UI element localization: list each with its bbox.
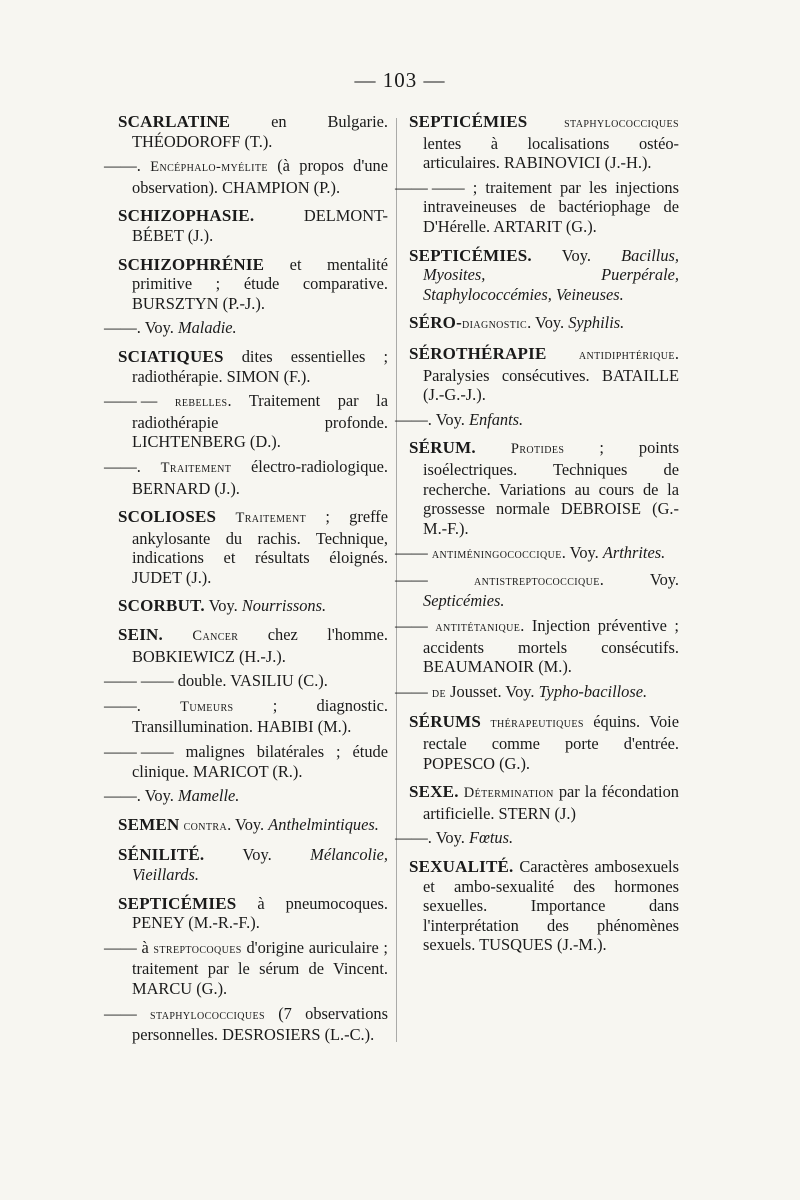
cross-reference: Enfants. xyxy=(468,409,524,429)
entry-heading: SCIATIQUES xyxy=(118,346,224,366)
entry-text: en Bulgarie. THÉODOROFF (T.). xyxy=(132,112,388,151)
entry-text: Voy. xyxy=(204,845,311,865)
entry-text: équins. Voie rectale comme porte d'entrée. POPESCO (G.). xyxy=(423,712,679,773)
entry-heading: SÉROTHÉRAPIE xyxy=(409,343,547,363)
ditto-dash: ——. xyxy=(395,828,432,848)
entry-text xyxy=(476,438,511,457)
entry-text xyxy=(547,344,579,363)
entry-heading: SÉNILITÉ. xyxy=(118,845,205,865)
index-entry xyxy=(118,507,388,587)
entry-text: Voy. xyxy=(531,245,622,265)
entry-text: . Voy. xyxy=(227,814,269,834)
index-entry xyxy=(409,112,679,173)
ditto-dash: ——. xyxy=(104,318,141,338)
index-entry xyxy=(409,782,679,823)
small-caps-subheading: thérapeutiques xyxy=(490,715,584,732)
index-entry xyxy=(104,671,388,691)
entry-text: ; points isoélectriques. Techniques de recherche. Variations au cours de la grossesse normale DEBROISE (G.-M.-F.). xyxy=(423,438,679,538)
index-entry xyxy=(104,156,388,197)
left-column xyxy=(104,112,388,1054)
entry-text: Voy. xyxy=(431,409,469,429)
entry-heading: SÉRUM. xyxy=(409,438,476,458)
ditto-dash: —— —— xyxy=(395,177,465,197)
entry-text xyxy=(141,457,161,476)
index-entry xyxy=(409,438,679,538)
entry-heading: SCHIZOPHRÉNIE xyxy=(118,254,265,274)
ditto-dash: —— xyxy=(395,569,428,589)
entry-heading: SEPTICÉMIES xyxy=(118,893,237,913)
index-entry xyxy=(395,569,679,611)
ditto-dash: —— —— xyxy=(104,742,174,762)
ditto-dash: ——. xyxy=(104,156,141,176)
cross-reference: Anthelmintiques. xyxy=(268,814,379,834)
cross-reference: Mélancolie, Vieillards. xyxy=(132,845,388,884)
entry-text xyxy=(141,696,180,715)
cross-reference: Fœtus. xyxy=(468,828,514,848)
index-entry xyxy=(395,543,679,565)
index-entry xyxy=(395,616,679,677)
ditto-dash: —— xyxy=(395,616,428,636)
small-caps-subheading: Encéphalo-myélite xyxy=(150,159,268,176)
index-entry xyxy=(104,318,388,338)
ditto-dash: ——. xyxy=(395,409,432,429)
cross-reference: Mamelle. xyxy=(177,786,240,806)
small-caps-subheading: diagnostic xyxy=(461,316,528,333)
ditto-dash: ——. xyxy=(104,695,141,715)
index-entry xyxy=(409,857,679,955)
small-caps-subheading: antidiphtérique xyxy=(578,346,675,363)
index-entry xyxy=(104,1003,388,1045)
index-entry xyxy=(118,815,388,837)
entry-text xyxy=(163,625,192,644)
entry-text: (7 observations personnelles. DESROSIERS (L.-C.). xyxy=(132,1003,388,1045)
index-entry xyxy=(104,391,388,452)
ditto-dash: —— xyxy=(104,1003,137,1023)
small-caps-subheading: antistreptococcique xyxy=(474,572,600,589)
index-entry xyxy=(409,313,679,335)
entry-text: d'origine auriculaire ; traitement par le sérum de Vincent. MARCU (G.). xyxy=(132,937,388,998)
entry-text: ; diagnostic. Transillumination. HABIBI (M.). xyxy=(132,695,388,737)
cross-reference: Bacillus, Myosites, Puerpérale, Staphylococcémies, Veineuses. xyxy=(423,245,679,304)
cross-reference: Arthrites. xyxy=(602,543,666,563)
ditto-dash: —— xyxy=(395,543,428,563)
index-entry xyxy=(104,937,388,999)
entry-heading: SÉRUMS xyxy=(409,712,482,732)
cross-reference: Typho-bacillose. xyxy=(538,681,648,701)
index-entry xyxy=(409,344,679,405)
ditto-dash: —— —— xyxy=(104,671,174,691)
entry-text: . Traitement par la radiothérapie profonde. LICHTENBERG (D.). xyxy=(132,391,388,452)
index-entry xyxy=(395,681,679,704)
index-entry xyxy=(409,246,679,305)
small-caps-subheading: staphylococciques xyxy=(564,115,679,131)
index-entry xyxy=(118,596,388,616)
small-caps-subheading: staphylococciques xyxy=(150,1006,265,1023)
cross-reference: Maladie. xyxy=(177,318,237,338)
entry-text: double. VASILIU (C.). xyxy=(173,671,328,691)
ditto-dash: —— — xyxy=(104,391,158,411)
entry-text: Voy. xyxy=(140,318,178,338)
small-caps-subheading: rebelles xyxy=(174,394,228,411)
entry-text: électro-radiologique. BERNARD (J.). xyxy=(132,456,388,498)
index-entry xyxy=(118,894,388,933)
entry-text: Voy. xyxy=(140,786,178,806)
small-caps-subheading: Cancer xyxy=(192,628,239,645)
index-entry xyxy=(118,112,388,151)
entry-text xyxy=(137,1004,150,1023)
entry-text: lentes à localisations ostéo-articulaires. RABINOVICI (J.-H.). xyxy=(423,133,679,173)
entry-heading: SÉRO- xyxy=(409,313,462,333)
entry-text: . Voy. xyxy=(561,543,603,563)
entry-text: à pneumocoques. PENEY (M.-R.-F.). xyxy=(132,893,388,933)
entry-text: chez l'homme. BOBKIEWICZ (H.-J.). xyxy=(132,625,388,666)
ditto-dash: ——. xyxy=(104,456,141,476)
index-entry xyxy=(409,712,679,773)
entry-text: . Injection préventive ; accidents mortels consécutifs. BEAUMANOIR (M.). xyxy=(423,616,679,677)
index-entry xyxy=(395,177,679,237)
ditto-dash: ——. xyxy=(104,786,141,806)
right-column xyxy=(395,112,679,964)
entry-text: à xyxy=(136,937,154,957)
entry-text: DELMONT-BÉBET (J.). xyxy=(132,206,388,245)
entry-text xyxy=(216,507,235,526)
entry-text xyxy=(428,570,474,589)
entry-heading: SCORBUT. xyxy=(118,596,205,616)
entry-text: malignes bilatérales ; étude clinique. MARICOT (R.). xyxy=(132,742,388,781)
entry-text: ; traitement par les injections intraveineuses de bactériophage de D'Hérelle. ARTARIT (G.). xyxy=(423,177,679,236)
entry-heading: SEPTICÉMIES xyxy=(409,112,528,131)
index-entry xyxy=(118,625,388,666)
small-caps-subheading: antiméningococcique xyxy=(431,546,562,563)
entry-heading: SCARLATINE xyxy=(118,112,231,131)
index-entry xyxy=(118,845,388,884)
entry-text: Voy. xyxy=(204,596,242,616)
index-entry xyxy=(104,695,388,737)
page-number: — 103 — xyxy=(354,68,446,92)
index-entry xyxy=(104,456,388,498)
entry-text: Caractères ambosexuels et ambo-sexualité des hormones sexuelles. Importance dans l'interprétation des phénomènes sexuels. TUSQUES (J.-M.). xyxy=(423,857,679,955)
entry-text: (à propos d'une observation). CHAMPION (P.). xyxy=(132,156,388,197)
entry-text: . Paralysies consécutives. BATAILLE (J.-G.-J.). xyxy=(423,343,679,405)
index-entry xyxy=(104,786,388,806)
index-entry xyxy=(118,255,388,314)
small-caps-subheading: Détermination xyxy=(463,785,554,802)
index-entry xyxy=(395,409,679,430)
ditto-dash: —— xyxy=(395,681,428,701)
cross-reference: Syphilis. xyxy=(568,313,625,333)
index-entry xyxy=(395,828,679,848)
small-caps-subheading: Traitement xyxy=(160,459,232,476)
entry-text xyxy=(157,391,175,410)
index-entry xyxy=(118,347,388,386)
entry-text: . Voy. xyxy=(527,313,569,333)
small-caps-subheading: Tumeurs xyxy=(180,698,234,715)
entry-text: Jousset. Voy. xyxy=(446,681,539,701)
entry-heading: SEPTICÉMIES. xyxy=(409,245,532,265)
small-caps-subheading: streptocoques xyxy=(153,940,242,957)
entry-text: ; greffe ankylosante du rachis. Technique, indications et résultats éloignés. JUDET (J.). xyxy=(132,507,388,587)
entry-text xyxy=(527,112,564,131)
small-caps-subheading: contra xyxy=(183,817,228,834)
small-caps-subheading: antitétanique xyxy=(435,619,521,636)
entry-heading: SCHIZOPHASIE. xyxy=(118,206,255,226)
entry-text: dites essentielles ; radiothérapie. SIMON (F.). xyxy=(132,346,388,386)
entry-heading: SEXE. xyxy=(409,782,459,802)
entry-text: et mentalité primitive ; étude comparative. BURSZTYN (P.-J.). xyxy=(132,254,388,313)
ditto-dash: —— xyxy=(104,937,137,957)
entry-heading: SEXUALITÉ. xyxy=(409,857,514,876)
small-caps-subheading: Protides xyxy=(510,441,565,458)
entry-text: Voy. xyxy=(431,828,469,848)
entry-text: . Voy. xyxy=(599,569,679,589)
entry-text xyxy=(141,156,150,175)
small-caps-subheading: Traitement xyxy=(235,510,307,527)
small-caps-subheading: de xyxy=(431,684,447,701)
entry-text: par la fécondation artificielle. STERN (J.) xyxy=(423,782,679,823)
cross-reference: Septicémies. xyxy=(423,591,505,611)
cross-reference: Nourrissons. xyxy=(241,596,327,616)
entry-heading: SEIN. xyxy=(118,625,163,645)
entry-heading: SCOLIOSES xyxy=(118,507,217,527)
index-entry xyxy=(104,742,388,781)
index-entry xyxy=(118,206,388,245)
entry-heading: SEMEN xyxy=(118,814,180,834)
